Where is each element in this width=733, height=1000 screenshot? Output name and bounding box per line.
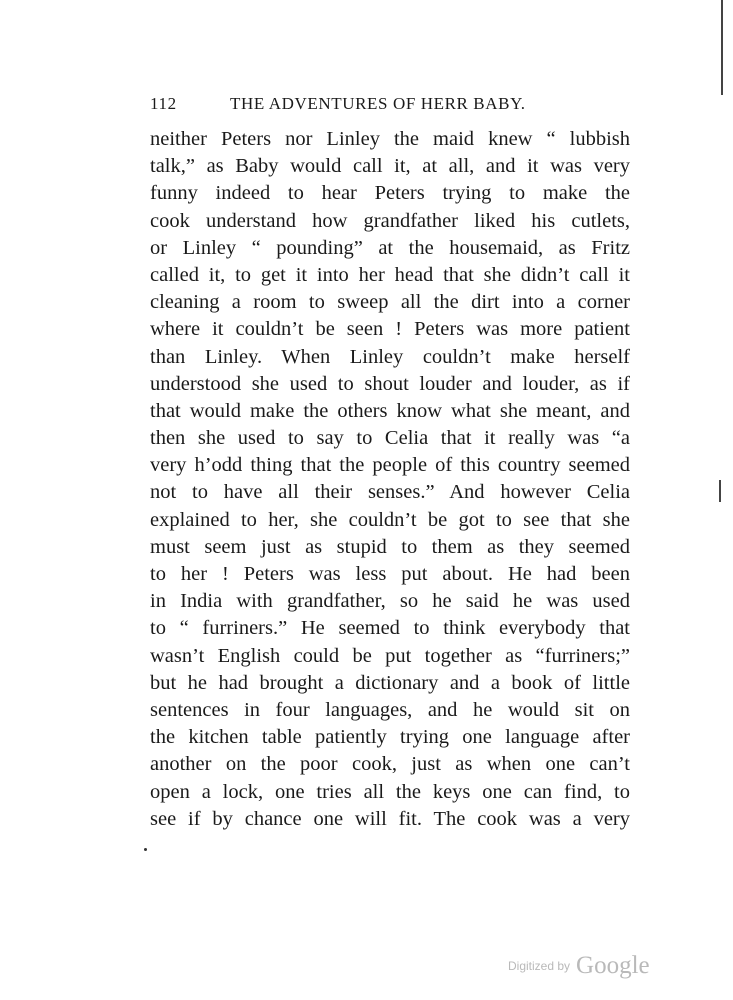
- text-line: but he had brought a dictionary and a book of little: [150, 671, 630, 694]
- body-text: [150, 126, 630, 833]
- text-line: must seem just as stupid to them as they seemed: [150, 535, 630, 558]
- text-line: or Linley “ pounding” at the housemaid, as Fritz: [150, 236, 630, 259]
- digitization-watermark: [508, 952, 650, 980]
- ink-dot: [144, 848, 147, 851]
- text-line: open a lock, one tries all the keys one can find, to: [150, 780, 630, 803]
- text-line: then she used to say to Celia that it really was “a: [150, 427, 630, 450]
- text-line: cook understand how grandfather liked his cutlets,: [150, 209, 630, 232]
- watermark-prefix: Digitized by: [508, 959, 571, 973]
- text-line: the kitchen table patiently trying one language after: [150, 726, 630, 749]
- text-line: to her ! Peters was less put about. He had been: [150, 563, 630, 585]
- text-line: not to have all their senses.” And however Celia: [150, 481, 630, 504]
- text-line: sentences in four languages, and he would sit on: [150, 698, 630, 721]
- text-line: another on the poor cook, just as when one can’t: [150, 753, 630, 776]
- margin-mark: [721, 0, 723, 95]
- text-line: understood she used to shout louder and louder, as if: [150, 372, 630, 395]
- running-head: THE ADVENTURES OF HERR BABY.: [230, 94, 526, 113]
- text-line: explained to her, she couldn’t be got to see that she: [150, 508, 630, 531]
- text-line: than Linley. When Linley couldn’t make herself: [150, 345, 630, 368]
- text-line: funny indeed to hear Peters trying to make the: [150, 182, 630, 205]
- page-number: 112: [150, 94, 177, 113]
- text-line: very h’odd thing that the people of this country seemed: [150, 454, 630, 477]
- text-line: in India with grandfather, so he said he was used: [150, 590, 630, 613]
- text-line: to “ furriners.” He seemed to think everybody that: [150, 617, 630, 640]
- text-line: neither Peters nor Linley the maid knew “ lubbish: [150, 128, 630, 150]
- text-line: talk,” as Baby would call it, at all, and it was very: [150, 155, 630, 178]
- text-line: wasn’t English could be put together as “furriners;”: [150, 644, 630, 667]
- page-header: [150, 94, 630, 116]
- text-line: where it couldn’t be seen ! Peters was more patient: [150, 318, 630, 341]
- text-line: cleaning a room to sweep all the dirt into a corner: [150, 291, 630, 314]
- margin-mark: [719, 480, 721, 502]
- google-logo: Google: [576, 952, 650, 979]
- text-line: that would make the others know what she meant, and: [150, 399, 630, 422]
- text-line: called it, to get it into her head that she didn’t call it: [150, 263, 630, 286]
- text-line: see if by chance one will fit. The cook was a very: [150, 807, 630, 830]
